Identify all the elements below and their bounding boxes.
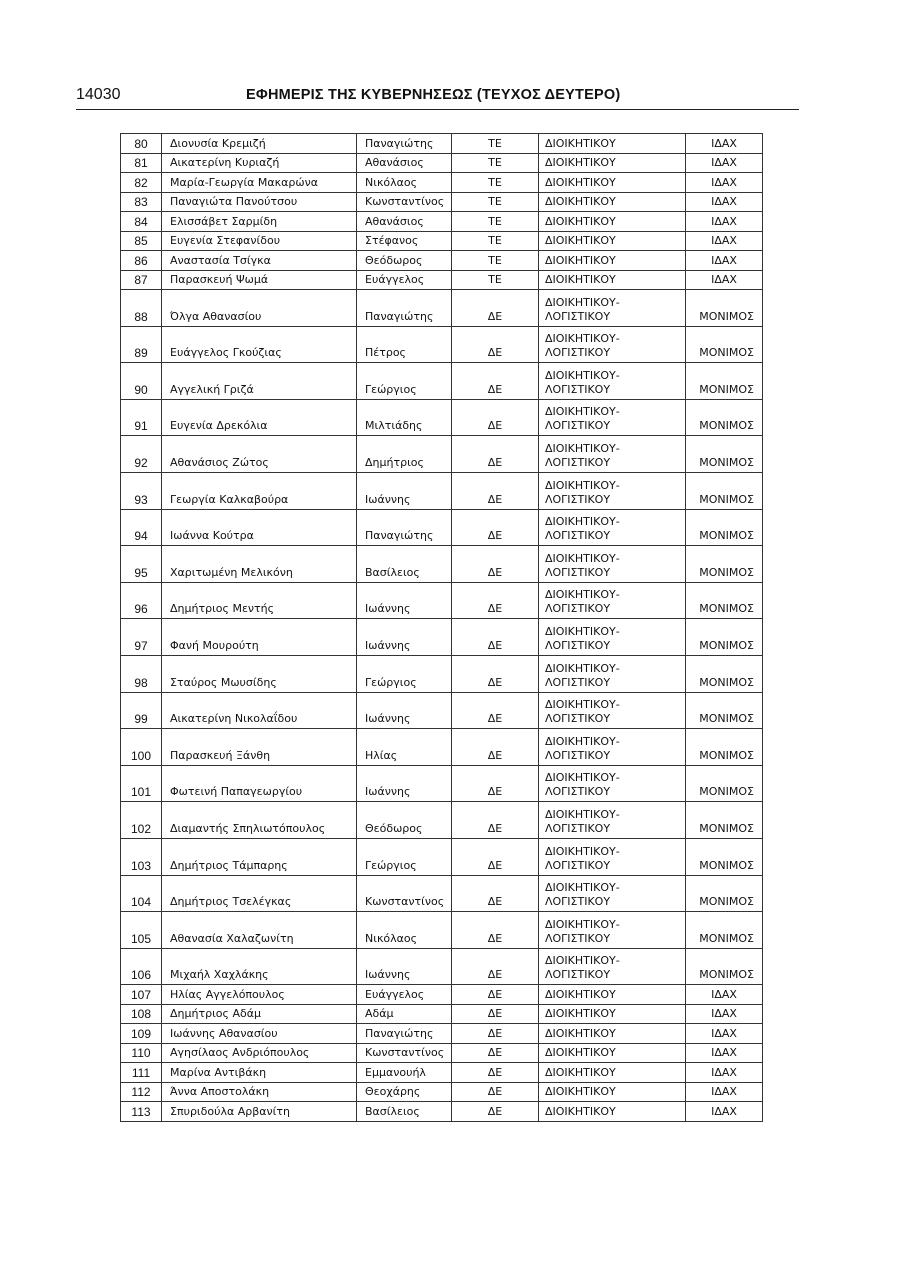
- branch-line: ΔΙΟΙΚΗΤΙΚΟΥ-: [545, 478, 620, 492]
- category-cell: ΔΕ: [452, 290, 539, 327]
- branch-line: ΔΙΟΙΚΗΤΙΚΟΥ-: [545, 881, 620, 895]
- row-number-cell: 99: [121, 692, 162, 729]
- gazette-title: ΕΦΗΜΕΡΙΣ ΤΗΣ ΚΥΒΕΡΝΗΣΕΩΣ (ΤΕΥΧΟΣ ΔΕΥΤΕΡΟ): [246, 87, 621, 103]
- table-row: [121, 1063, 763, 1083]
- employee-name-cell: Χαριτωμένη Μελικόνη: [162, 546, 357, 583]
- category-cell: ΔΕ: [452, 546, 539, 583]
- branch-line: ΛΟΓΙΣΤΙΚΟΥ: [545, 931, 611, 945]
- status-cell: ΜΟΝΙΜΟΣ: [686, 838, 763, 875]
- father-name-cell: Κωνσταντίνος: [357, 1043, 452, 1063]
- row-number-cell: 90: [121, 363, 162, 400]
- category-cell: ΔΕ: [452, 948, 539, 985]
- branch-line: ΔΙΟΙΚΗΤΙΚΟΥ-: [545, 807, 620, 821]
- status-cell: ΙΔΑΧ: [686, 1102, 763, 1122]
- table-row: [121, 399, 763, 436]
- table-row: [121, 802, 763, 839]
- employee-name-cell: Αγησίλαος Ανδριόπουλος: [162, 1043, 357, 1063]
- status-cell: ΜΟΝΙΜΟΣ: [686, 619, 763, 656]
- status-cell: ΙΔΑΧ: [686, 1063, 763, 1083]
- row-number-cell: 97: [121, 619, 162, 656]
- category-cell: ΤΕ: [452, 192, 539, 212]
- personnel-table: [120, 133, 763, 1122]
- row-number-cell: 92: [121, 436, 162, 473]
- branch-line: ΔΙΟΙΚΗΤΙΚΟΥ-: [545, 515, 620, 529]
- branch-cell: [539, 472, 686, 509]
- father-name-cell: Ιωάννης: [357, 948, 452, 985]
- father-name-cell: Θεόδωρος: [357, 251, 452, 271]
- table-row: [121, 472, 763, 509]
- father-name-cell: Αδάμ: [357, 1004, 452, 1024]
- status-cell: ΜΟΝΙΜΟΣ: [686, 546, 763, 583]
- branch-line: ΔΙΟΙΚΗΤΙΚΟΥ-: [545, 844, 620, 858]
- father-name-cell: Παναγιώτης: [357, 290, 452, 327]
- branch-line: ΛΟΓΙΣΤΙΚΟΥ: [545, 968, 611, 982]
- status-cell: ΜΟΝΙΜΟΣ: [686, 363, 763, 400]
- branch-cell: [539, 875, 686, 912]
- employee-name-cell: Αθανάσιος Ζώτος: [162, 436, 357, 473]
- father-name-cell: Νικόλαος: [357, 912, 452, 949]
- category-cell: ΔΕ: [452, 1043, 539, 1063]
- category-cell: ΔΕ: [452, 655, 539, 692]
- employee-name-cell: Αγγελική Γριζά: [162, 363, 357, 400]
- header-divider: [76, 109, 799, 110]
- table-row: [121, 1024, 763, 1044]
- status-cell: ΜΟΝΙΜΟΣ: [686, 399, 763, 436]
- status-cell: ΙΔΑΧ: [686, 1082, 763, 1102]
- branch-cell: [539, 546, 686, 583]
- status-cell: ΙΔΑΧ: [686, 153, 763, 173]
- branch-line: ΛΟΓΙΣΤΙΚΟΥ: [545, 492, 611, 506]
- category-cell: ΔΕ: [452, 1102, 539, 1122]
- status-cell: ΙΔΑΧ: [686, 985, 763, 1005]
- father-name-cell: Βασίλειος: [357, 546, 452, 583]
- status-cell: ΜΟΝΙΜΟΣ: [686, 875, 763, 912]
- category-cell: ΔΕ: [452, 1004, 539, 1024]
- branch-cell: [539, 1063, 686, 1083]
- row-number-cell: 86: [121, 251, 162, 271]
- branch-cell: [539, 326, 686, 363]
- category-cell: ΤΕ: [452, 212, 539, 232]
- employee-name-cell: Ευγενία Δρεκόλια: [162, 399, 357, 436]
- branch-cell: [539, 363, 686, 400]
- status-cell: ΙΔΑΧ: [686, 1024, 763, 1044]
- father-name-cell: Ιωάννης: [357, 619, 452, 656]
- branch-cell: [539, 655, 686, 692]
- branch-line: ΔΙΟΙΚΗΤΙΚΟΥ-: [545, 332, 620, 346]
- branch-cell: [539, 231, 686, 251]
- status-cell: ΙΔΑΧ: [686, 192, 763, 212]
- category-cell: ΔΕ: [452, 765, 539, 802]
- table-row: [121, 765, 763, 802]
- employee-name-cell: Παναγιώτα Πανούτσου: [162, 192, 357, 212]
- branch-line: ΔΙΟΙΚΗΤΙΚΟΥ-: [545, 405, 620, 419]
- category-cell: ΤΕ: [452, 134, 539, 154]
- status-cell: ΙΔΑΧ: [686, 173, 763, 193]
- table-row: [121, 912, 763, 949]
- status-cell: ΙΔΑΧ: [686, 231, 763, 251]
- branch-line: ΔΙΟΙΚΗΤΙΚΟΥ: [545, 273, 616, 286]
- row-number-cell: 106: [121, 948, 162, 985]
- branch-line: ΛΟΓΙΣΤΙΚΟΥ: [545, 602, 611, 616]
- branch-line: ΔΙΟΙΚΗΤΙΚΟΥ: [545, 195, 616, 208]
- status-cell: ΜΟΝΙΜΟΣ: [686, 326, 763, 363]
- table-row: [121, 582, 763, 619]
- branch-line: ΔΙΟΙΚΗΤΙΚΟΥ: [545, 136, 616, 150]
- category-cell: ΔΕ: [452, 802, 539, 839]
- table-row: [121, 546, 763, 583]
- table-row: [121, 326, 763, 363]
- row-number-cell: 102: [121, 802, 162, 839]
- row-number-cell: 105: [121, 912, 162, 949]
- branch-line: ΔΙΟΙΚΗΤΙΚΟΥ-: [545, 368, 620, 382]
- branch-cell: [539, 212, 686, 232]
- father-name-cell: Ευάγγελος: [357, 985, 452, 1005]
- father-name-cell: Βασίλειος: [357, 1102, 452, 1122]
- row-number-cell: 95: [121, 546, 162, 583]
- father-name-cell: Ηλίας: [357, 729, 452, 766]
- employee-name-cell: Ευάγγελος Γκούζιας: [162, 326, 357, 363]
- father-name-cell: Θεόδωρος: [357, 802, 452, 839]
- status-cell: ΜΟΝΙΜΟΣ: [686, 729, 763, 766]
- branch-line: ΛΟΓΙΣΤΙΚΟΥ: [545, 419, 611, 433]
- branch-line: ΔΙΟΙΚΗΤΙΚΟΥ-: [545, 771, 620, 785]
- branch-cell: [539, 619, 686, 656]
- table-row: [121, 655, 763, 692]
- branch-cell: [539, 1024, 686, 1044]
- category-cell: ΔΕ: [452, 1063, 539, 1083]
- category-cell: ΔΕ: [452, 985, 539, 1005]
- table-row: [121, 692, 763, 729]
- category-cell: ΔΕ: [452, 838, 539, 875]
- father-name-cell: Θεοχάρης: [357, 1082, 452, 1102]
- branch-line: ΔΙΟΙΚΗΤΙΚΟΥ-: [545, 441, 620, 455]
- employee-name-cell: Άννα Αποστολάκη: [162, 1082, 357, 1102]
- status-cell: ΙΔΑΧ: [686, 1004, 763, 1024]
- father-name-cell: Αθανάσιος: [357, 212, 452, 232]
- employee-name-cell: Ιωάννης Αθανασίου: [162, 1024, 357, 1044]
- branch-cell: [539, 134, 686, 154]
- branch-line: ΔΙΟΙΚΗΤΙΚΟΥ: [545, 234, 616, 247]
- status-cell: ΙΔΑΧ: [686, 1043, 763, 1063]
- father-name-cell: Παναγιώτης: [357, 1024, 452, 1044]
- employee-name-cell: Ηλίας Αγγελόπουλος: [162, 985, 357, 1005]
- row-number-cell: 96: [121, 582, 162, 619]
- father-name-cell: Κωνσταντίνος: [357, 875, 452, 912]
- employee-name-cell: Φανή Μουρούτη: [162, 619, 357, 656]
- category-cell: ΔΕ: [452, 363, 539, 400]
- row-number-cell: 80: [121, 134, 162, 154]
- category-cell: ΤΕ: [452, 251, 539, 271]
- table-row: [121, 290, 763, 327]
- employee-name-cell: Παρασκευή Ξάνθη: [162, 729, 357, 766]
- category-cell: ΔΕ: [452, 436, 539, 473]
- table-row: [121, 212, 763, 232]
- father-name-cell: Ιωάννης: [357, 582, 452, 619]
- category-cell: ΔΕ: [452, 582, 539, 619]
- status-cell: ΜΟΝΙΜΟΣ: [686, 509, 763, 546]
- branch-line: ΛΟΓΙΣΤΙΚΟΥ: [545, 529, 611, 543]
- table-row: [121, 875, 763, 912]
- category-cell: ΔΕ: [452, 1082, 539, 1102]
- table-row: [121, 1102, 763, 1122]
- father-name-cell: Παναγιώτης: [357, 509, 452, 546]
- table-row: [121, 1043, 763, 1063]
- branch-cell: [539, 692, 686, 729]
- father-name-cell: Εμμανουήλ: [357, 1063, 452, 1083]
- branch-cell: [539, 173, 686, 193]
- father-name-cell: Γεώργιος: [357, 655, 452, 692]
- row-number-cell: 88: [121, 290, 162, 327]
- branch-cell: [539, 399, 686, 436]
- branch-cell: [539, 729, 686, 766]
- employee-name-cell: Φωτεινή Παπαγεωργίου: [162, 765, 357, 802]
- row-number-cell: 103: [121, 838, 162, 875]
- branch-line: ΔΙΟΙΚΗΤΙΚΟΥ-: [545, 624, 620, 638]
- employee-name-cell: Αικατερίνη Νικολαΐδου: [162, 692, 357, 729]
- employee-name-cell: Ελισσάβετ Σαρμίδη: [162, 212, 357, 232]
- status-cell: ΜΟΝΙΜΟΣ: [686, 765, 763, 802]
- branch-line: ΔΙΟΙΚΗΤΙΚΟΥ-: [545, 295, 620, 309]
- employee-name-cell: Δημήτριος Τάμπαρης: [162, 838, 357, 875]
- branch-line: ΔΙΟΙΚΗΤΙΚΟΥ: [545, 1026, 616, 1040]
- employee-name-cell: Γεωργία Καλκαβούρα: [162, 472, 357, 509]
- status-cell: ΜΟΝΙΜΟΣ: [686, 692, 763, 729]
- category-cell: ΔΕ: [452, 399, 539, 436]
- status-cell: ΙΔΑΧ: [686, 251, 763, 271]
- branch-cell: [539, 985, 686, 1005]
- category-cell: ΔΕ: [452, 875, 539, 912]
- branch-line: ΔΙΟΙΚΗΤΙΚΟΥ: [545, 1046, 616, 1060]
- row-number-cell: 108: [121, 1004, 162, 1024]
- category-cell: ΔΕ: [452, 912, 539, 949]
- category-cell: ΤΕ: [452, 270, 539, 290]
- category-cell: ΔΕ: [452, 472, 539, 509]
- father-name-cell: Ιωάννης: [357, 692, 452, 729]
- row-number-cell: 113: [121, 1102, 162, 1122]
- table-row: [121, 985, 763, 1005]
- branch-line: ΛΟΓΙΣΤΙΚΟΥ: [545, 565, 611, 579]
- branch-line: ΔΙΟΙΚΗΤΙΚΟΥ: [545, 1085, 616, 1099]
- row-number-cell: 85: [121, 231, 162, 251]
- category-cell: ΔΕ: [452, 729, 539, 766]
- branch-cell: [539, 1082, 686, 1102]
- branch-line: ΔΙΟΙΚΗΤΙΚΟΥ: [545, 175, 616, 189]
- branch-line: ΔΙΟΙΚΗΤΙΚΟΥ: [545, 1065, 616, 1079]
- father-name-cell: Γεώργιος: [357, 838, 452, 875]
- row-number-cell: 111: [121, 1063, 162, 1083]
- table-row: [121, 363, 763, 400]
- employee-name-cell: Δημήτριος Τσελέγκας: [162, 875, 357, 912]
- category-cell: ΤΕ: [452, 231, 539, 251]
- branch-line: ΔΙΟΙΚΗΤΙΚΟΥ-: [545, 661, 620, 675]
- row-number-cell: 83: [121, 192, 162, 212]
- branch-cell: [539, 251, 686, 271]
- category-cell: ΤΕ: [452, 153, 539, 173]
- father-name-cell: Αθανάσιος: [357, 153, 452, 173]
- row-number-cell: 110: [121, 1043, 162, 1063]
- page-header: [76, 86, 799, 110]
- status-cell: ΜΟΝΙΜΟΣ: [686, 912, 763, 949]
- category-cell: ΤΕ: [452, 173, 539, 193]
- branch-cell: [539, 802, 686, 839]
- row-number-cell: 104: [121, 875, 162, 912]
- branch-line: ΛΟΓΙΣΤΙΚΟΥ: [545, 346, 611, 360]
- employee-name-cell: Διαμαντής Σπηλιωτόπουλος: [162, 802, 357, 839]
- table-row: [121, 231, 763, 251]
- branch-line: ΛΟΓΙΣΤΙΚΟΥ: [545, 638, 611, 652]
- branch-line: ΛΟΓΙΣΤΙΚΟΥ: [545, 309, 611, 323]
- branch-line: ΛΟΓΙΣΤΙΚΟΥ: [545, 895, 611, 909]
- table-row: [121, 270, 763, 290]
- father-name-cell: Δημήτριος: [357, 436, 452, 473]
- employee-name-cell: Ευγενία Στεφανίδου: [162, 231, 357, 251]
- row-number-cell: 101: [121, 765, 162, 802]
- table-row: [121, 134, 763, 154]
- employee-name-cell: Σταύρος Μωυσίδης: [162, 655, 357, 692]
- employee-name-cell: Ιωάννα Κούτρα: [162, 509, 357, 546]
- employee-name-cell: Αικατερίνη Κυριαζή: [162, 153, 357, 173]
- employee-name-cell: Μαρία-Γεωργία Μακαρώνα: [162, 173, 357, 193]
- row-number-cell: 84: [121, 212, 162, 232]
- employee-name-cell: Παρασκευή Ψωμά: [162, 270, 357, 290]
- row-number-cell: 81: [121, 153, 162, 173]
- employee-name-cell: Αθανασία Χαλαζωνίτη: [162, 912, 357, 949]
- status-cell: ΙΔΑΧ: [686, 134, 763, 154]
- table-row: [121, 192, 763, 212]
- branch-line: ΔΙΟΙΚΗΤΙΚΟΥ-: [545, 588, 620, 602]
- table-row: [121, 1004, 763, 1024]
- status-cell: ΜΟΝΙΜΟΣ: [686, 948, 763, 985]
- row-number-cell: 98: [121, 655, 162, 692]
- branch-line: ΛΟΓΙΣΤΙΚΟΥ: [545, 785, 611, 799]
- branch-line: ΔΙΟΙΚΗΤΙΚΟΥ: [545, 1007, 616, 1021]
- branch-cell: [539, 192, 686, 212]
- status-cell: ΜΟΝΙΜΟΣ: [686, 290, 763, 327]
- branch-line: ΛΟΓΙΣΤΙΚΟΥ: [545, 455, 611, 469]
- branch-line: ΛΟΓΙΣΤΙΚΟΥ: [545, 821, 611, 835]
- employee-name-cell: Δημήτριος Αδάμ: [162, 1004, 357, 1024]
- row-number-cell: 109: [121, 1024, 162, 1044]
- row-number-cell: 93: [121, 472, 162, 509]
- status-cell: ΜΟΝΙΜΟΣ: [686, 472, 763, 509]
- page-number: 14030: [76, 86, 121, 103]
- father-name-cell: Στέφανος: [357, 231, 452, 251]
- branch-cell: [539, 290, 686, 327]
- branch-line: ΔΙΟΙΚΗΤΙΚΟΥ-: [545, 954, 620, 968]
- row-number-cell: 94: [121, 509, 162, 546]
- category-cell: ΔΕ: [452, 619, 539, 656]
- branch-cell: [539, 153, 686, 173]
- employee-name-cell: Σπυριδούλα Αρβανίτη: [162, 1102, 357, 1122]
- branch-line: ΛΟΓΙΣΤΙΚΟΥ: [545, 712, 611, 726]
- branch-cell: [539, 1102, 686, 1122]
- branch-line: ΔΙΟΙΚΗΤΙΚΟΥ: [545, 156, 616, 169]
- employee-name-cell: Μιχαήλ Χαχλάκης: [162, 948, 357, 985]
- table-row: [121, 1082, 763, 1102]
- father-name-cell: Γεώργιος: [357, 363, 452, 400]
- branch-line: ΔΙΟΙΚΗΤΙΚΟΥ-: [545, 917, 620, 931]
- branch-line: ΛΟΓΙΣΤΙΚΟΥ: [545, 748, 611, 762]
- category-cell: ΔΕ: [452, 326, 539, 363]
- branch-cell: [539, 582, 686, 619]
- employee-name-cell: Μαρίνα Αντιβάκη: [162, 1063, 357, 1083]
- table-row: [121, 173, 763, 193]
- table-row: [121, 509, 763, 546]
- table-row: [121, 153, 763, 173]
- branch-cell: [539, 838, 686, 875]
- father-name-cell: Κωνσταντίνος: [357, 192, 452, 212]
- branch-line: ΔΙΟΙΚΗΤΙΚΟΥ-: [545, 551, 620, 565]
- row-number-cell: 100: [121, 729, 162, 766]
- row-number-cell: 107: [121, 985, 162, 1005]
- branch-line: ΛΟΓΙΣΤΙΚΟΥ: [545, 382, 611, 396]
- row-number-cell: 112: [121, 1082, 162, 1102]
- table-row: [121, 251, 763, 271]
- employee-name-cell: Αναστασία Τσίγκα: [162, 251, 357, 271]
- father-name-cell: Νικόλαος: [357, 173, 452, 193]
- table-row: [121, 729, 763, 766]
- branch-cell: [539, 765, 686, 802]
- branch-line: ΔΙΟΙΚΗΤΙΚΟΥ: [545, 1104, 616, 1118]
- status-cell: ΙΔΑΧ: [686, 212, 763, 232]
- branch-line: ΔΙΟΙΚΗΤΙΚΟΥ: [545, 214, 616, 228]
- status-cell: ΜΟΝΙΜΟΣ: [686, 802, 763, 839]
- row-number-cell: 82: [121, 173, 162, 193]
- row-number-cell: 87: [121, 270, 162, 290]
- branch-cell: [539, 270, 686, 290]
- branch-cell: [539, 948, 686, 985]
- table-row: [121, 948, 763, 985]
- branch-line: ΛΟΓΙΣΤΙΚΟΥ: [545, 858, 611, 872]
- branch-line: ΔΙΟΙΚΗΤΙΚΟΥ: [545, 987, 616, 1001]
- category-cell: ΔΕ: [452, 509, 539, 546]
- employee-name-cell: Όλγα Αθανασίου: [162, 290, 357, 327]
- status-cell: ΜΟΝΙΜΟΣ: [686, 582, 763, 619]
- father-name-cell: Μιλτιάδης: [357, 399, 452, 436]
- branch-line: ΔΙΟΙΚΗΤΙΚΟΥ-: [545, 734, 620, 748]
- branch-cell: [539, 912, 686, 949]
- branch-cell: [539, 436, 686, 473]
- branch-cell: [539, 1043, 686, 1063]
- branch-line: ΛΟΓΙΣΤΙΚΟΥ: [545, 675, 611, 689]
- branch-cell: [539, 509, 686, 546]
- father-name-cell: Ιωάννης: [357, 472, 452, 509]
- table-row: [121, 436, 763, 473]
- category-cell: ΔΕ: [452, 1024, 539, 1044]
- branch-cell: [539, 1004, 686, 1024]
- branch-line: ΔΙΟΙΚΗΤΙΚΟΥ: [545, 253, 616, 267]
- category-cell: ΔΕ: [452, 692, 539, 729]
- personnel-table-body: [121, 134, 763, 1122]
- status-cell: ΜΟΝΙΜΟΣ: [686, 655, 763, 692]
- table-row: [121, 619, 763, 656]
- row-number-cell: 91: [121, 399, 162, 436]
- employee-name-cell: Διονυσία Κρεμιζή: [162, 134, 357, 154]
- table-row: [121, 838, 763, 875]
- branch-line: ΔΙΟΙΚΗΤΙΚΟΥ-: [545, 698, 620, 712]
- status-cell: ΜΟΝΙΜΟΣ: [686, 436, 763, 473]
- father-name-cell: Πέτρος: [357, 326, 452, 363]
- father-name-cell: Ιωάννης: [357, 765, 452, 802]
- employee-name-cell: Δημήτριος Μεντής: [162, 582, 357, 619]
- row-number-cell: 89: [121, 326, 162, 363]
- status-cell: ΙΔΑΧ: [686, 270, 763, 290]
- father-name-cell: Παναγιώτης: [357, 134, 452, 154]
- father-name-cell: Ευάγγελος: [357, 270, 452, 290]
